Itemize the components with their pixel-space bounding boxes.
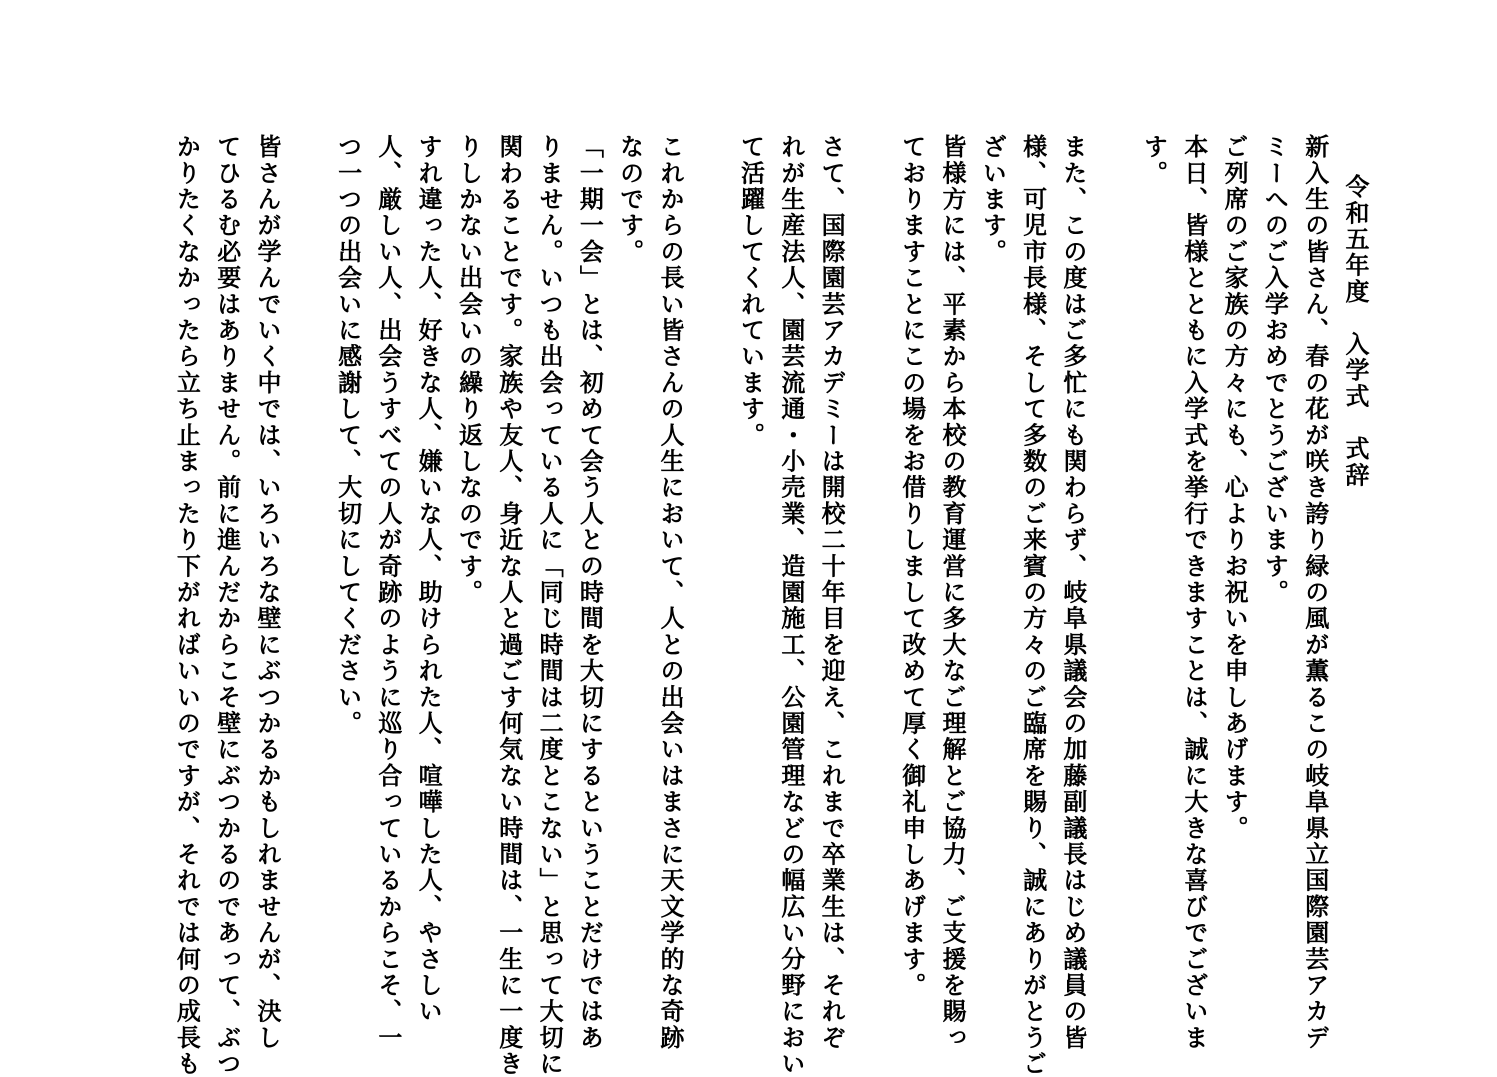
text-column: ざいます。 [978, 134, 1008, 265]
text-column: りません。いつも出会っている人に「同じ時間は二度とこない」と思って大切に [535, 134, 565, 1077]
text-column: りしかない出会いの繰り返しなのです。 [454, 134, 484, 606]
text-column: ミーへのご入学おめでとうございます。 [1260, 134, 1290, 606]
text-column: すれ違った人、好きな人、嫌いな人、助けられた人、喧嘩した人、やさしい [414, 134, 444, 1025]
speech-body [166, 134, 1375, 1077]
text-column: また、この度はご多忙にも関わらず、岐阜県議会の加藤副議長はじめ議員の皆 [1058, 134, 1088, 1051]
text-column: てひるむ必要はありません。前に進んだからこそ壁にぶつかるのであって、ぶつ [212, 134, 242, 1077]
text-column: す。 [1139, 134, 1169, 187]
text-column: 人、厳しい人、出会うすべての人が奇跡のように巡り合っているからこそ、一 [373, 134, 403, 1051]
text-column: さて、国際園芸アカデミーは開校二十年目を迎え、これまで卒業生は、それぞ [817, 134, 847, 1051]
text-column: 本日、皆様とともに入学式を挙行できますことは、誠に大きな喜びでございま [1179, 134, 1209, 1051]
paragraph-gap [851, 134, 891, 954]
text-column: 「一期一会」とは、初めて会う人との時間を大切にするということだけではあ [575, 134, 605, 1051]
paragraph-gap [1093, 134, 1133, 954]
paragraph-gap [690, 134, 730, 954]
paragraph-gap [287, 134, 327, 954]
text-column: つ一つの出会いに感謝して、大切にしてください。 [333, 134, 363, 737]
text-column: かりたくなかったら立ち止まったり下がればいいのですが、それでは何の成長も [172, 134, 202, 1077]
text-column: 皆さんが学んでいく中では、いろいろな壁にぶつかるかもしれませんが、決し [252, 134, 282, 1051]
text-column: これからの長い皆さんの人生において、人との出会いはまさに天文学的な奇跡 [655, 134, 685, 1051]
speech-title: 令和五年度 入学式 式辞 [1341, 174, 1370, 489]
text-column: なのです。 [615, 134, 645, 265]
text-column: て活躍してくれています。 [736, 134, 766, 449]
text-column: れが生産法人、園芸流通・小売業、造園施工、公園管理などの幅広い分野におい [776, 134, 806, 1077]
text-column: 関わることです。家族や友人、身近な人と過ごす何気ない時間は、一生に一度き [494, 134, 524, 1077]
text-column: ご列席のご家族の方々にも、心よりお祝いを申しあげます。 [1220, 134, 1250, 842]
text-column: 様、可児市長様、そして多数のご来賓の方々のご臨席を賜り、誠にありがとうご [1018, 134, 1048, 1077]
text-column: 皆様方には、平素から本校の教育運営に多大なご理解とご協力、ご支援を賜っ [938, 134, 968, 1052]
text-column: 新入生の皆さん、春の花が咲き誇り緑の風が薫るこの岐阜県立国際園芸アカデ [1300, 134, 1330, 1051]
text-column: ておりますことにこの場をお借りしまして改めて厚く御礼申しあげます。 [897, 134, 927, 999]
